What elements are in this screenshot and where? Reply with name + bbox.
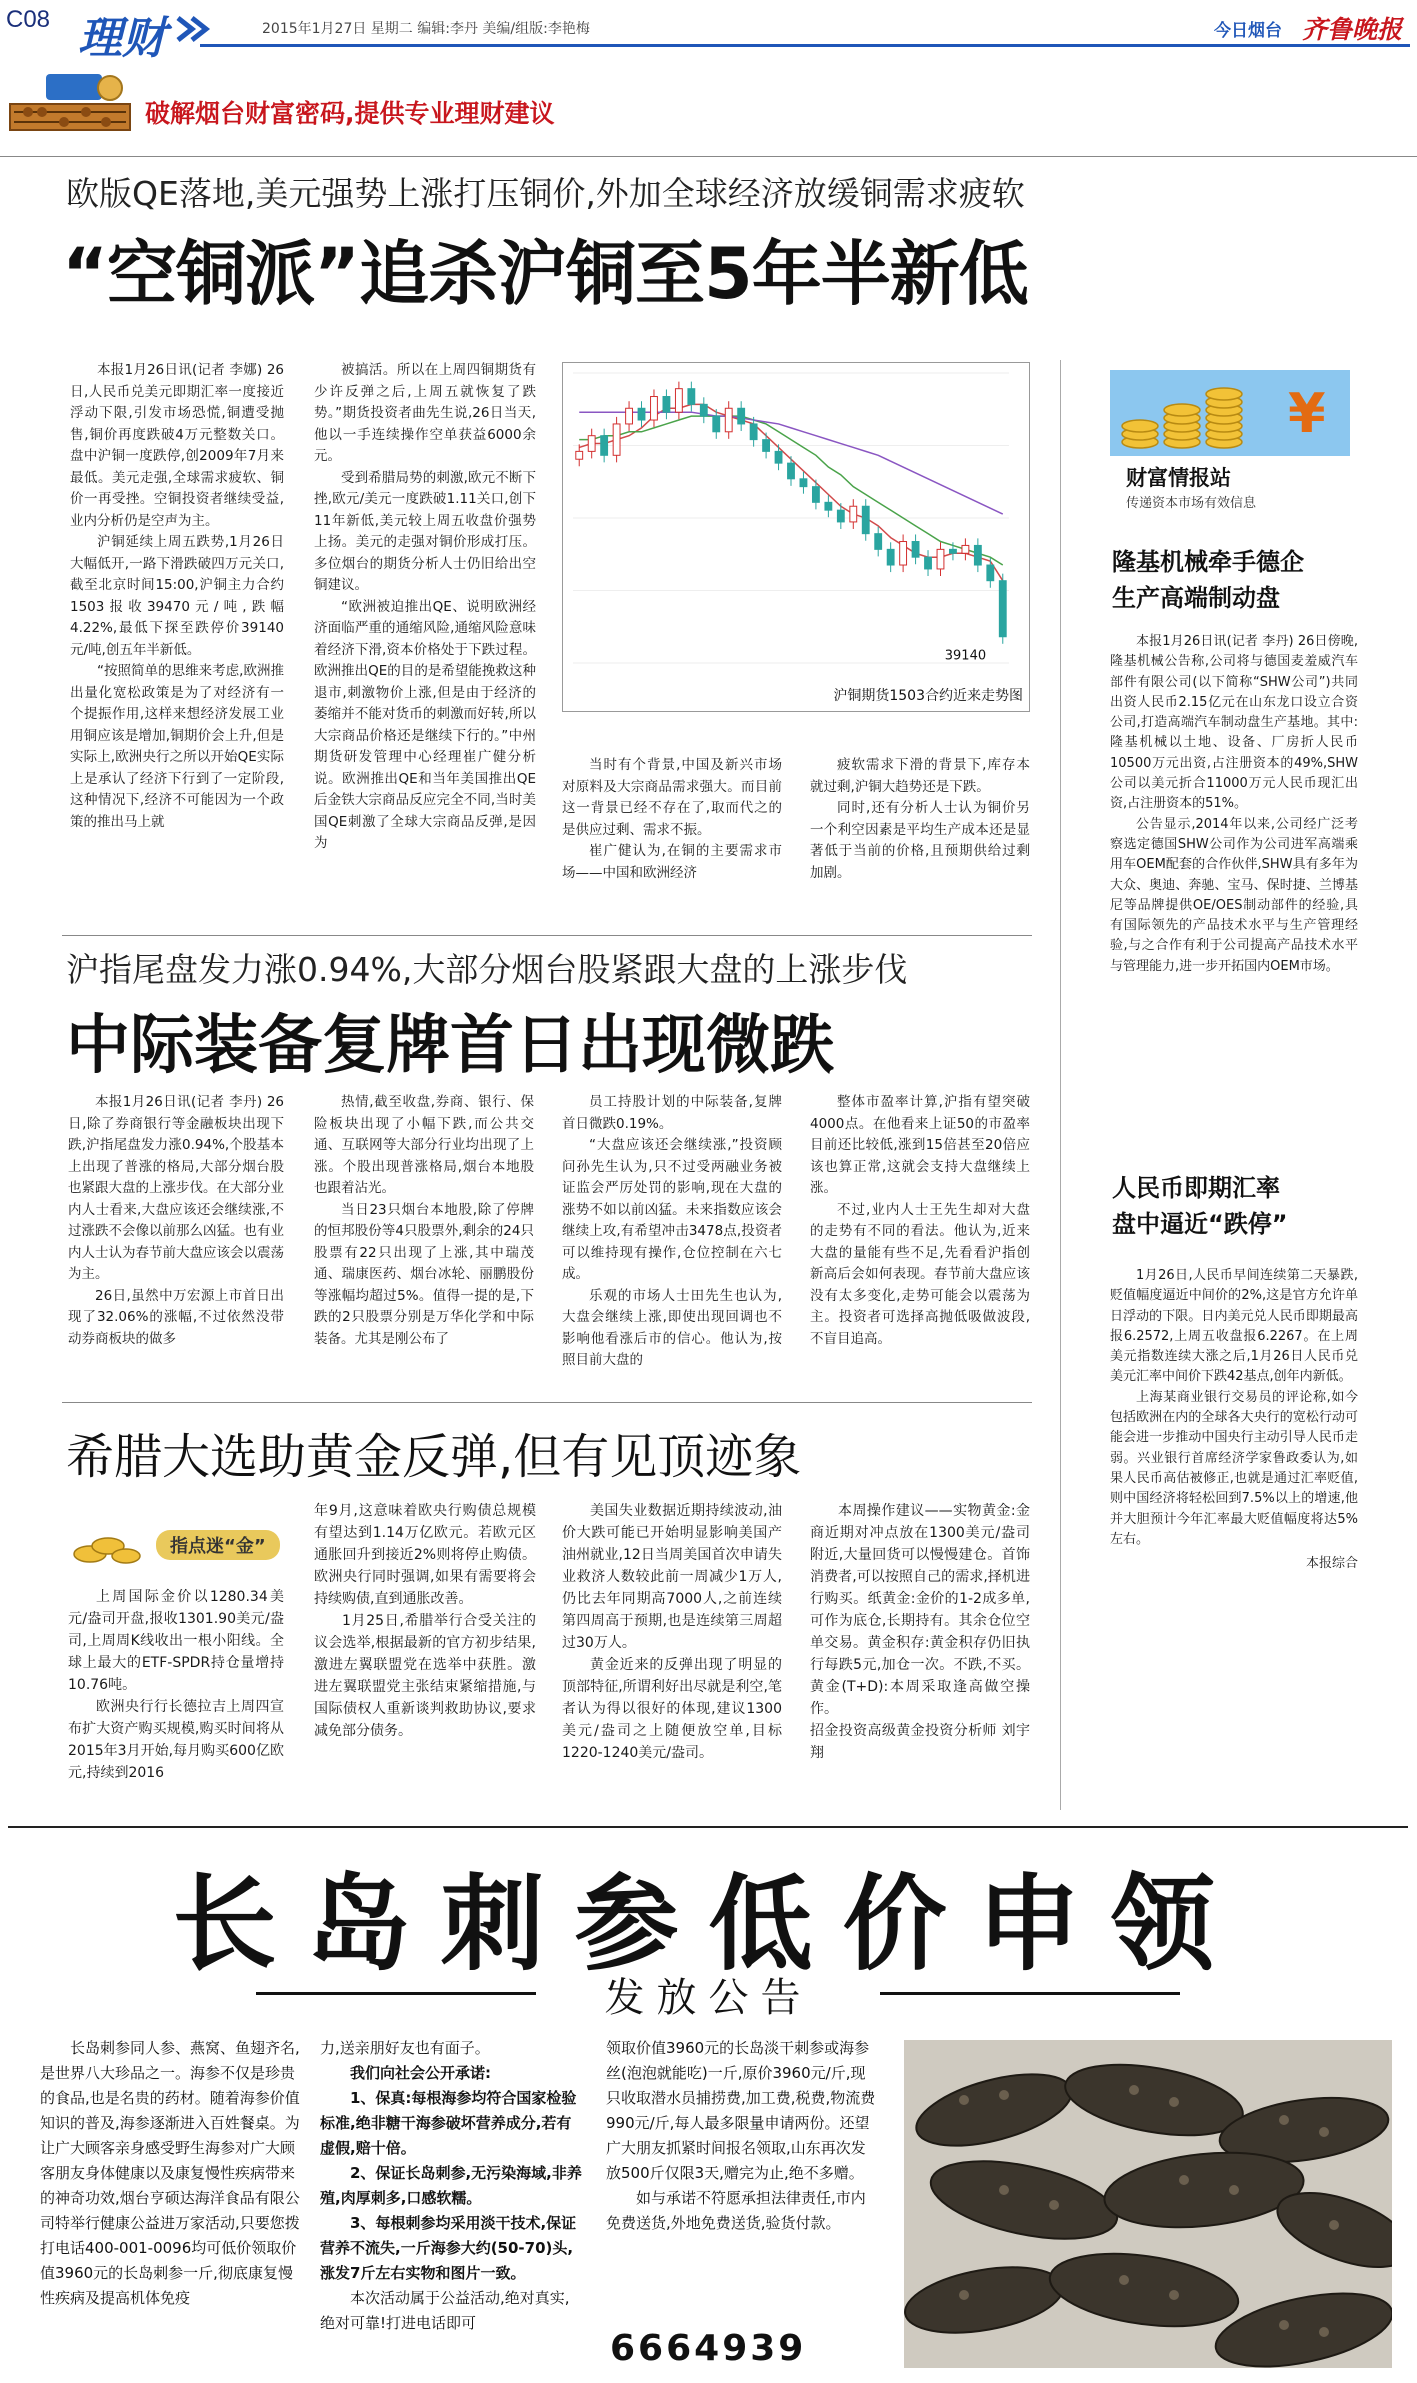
ad-column-1: 长岛刺参同人参、燕窝、鱼翅齐名,是世界八大珍品之一。海参不仅是珍贵的食品,也是名贵的药材。随着海参价值知识的普及,海参逐渐进入百姓餐桌。为让广大顾客亲身感受野生海参对广大顾客朋友身体健康以及康复慢性疾病带来的神奇功效,烟台亨硕达海洋食品有限公司特举行健康公益进万家活动,只要您拨打电话400-001-0096均可低价领取价值3960元的长岛刺参一斤,彻底康复慢性疾病及提高机体免疫 xyxy=(40,2039,300,2307)
coins-illustration xyxy=(1110,370,1350,456)
sea-cucumber-image xyxy=(904,2040,1392,2368)
candle-body xyxy=(950,549,957,553)
story1-subtitle: 欧版QE落地,美元强势上涨打压铜价,外加全球经济放缓铜需求疲软 xyxy=(66,174,1025,213)
story2-column-2: 热情,截至收盘,券商、银行、保险板块出现了小幅下跌,而公共交通、互联网等大部分行业均出现了上涨。个股出现普涨格局,烟台本地股也跟着沾光。 当日23只烟台本地股,除了停牌的恒邦股份等4只股票外,剩余的24只股票有22只出现了上涨,其中瑞茂通、瑞康医药、烟台冰轮、丽鹏股份等涨幅均超过5%。值得一提的是,下跌的2只股票分别是万华化学和中际装备。尤其是刚公布了 xyxy=(314,1094,534,1347)
candle-body xyxy=(576,451,583,459)
candle-body xyxy=(887,549,894,565)
side-article1-body: 本报1月26日讯(记者 李丹) 26日傍晚,隆基机械公告称,公司将与德国麦羞威汽车部件有限公司(以下简称“SHW公司”)共同出资人民币2.15亿元在山东龙口设立合资公司,打造高端汽车制动盘生产基地。其中:隆基机械以土地、设备、厂房折人民币10500万元出资,占注册资本的49%,SHW公司以美元折合11000万元人民币现汇出资,占注册资本的51%。 公告显示,2014年以来,公司经广泛考察选定德国SHW公司作为公司进军高端乘用车OEM配套的合作伙伴,SHW具有多年为大众、奥迪、奔驰、宝马、保时捷、兰博基尼等品牌提供OE/OES制动部件的经验,具有国际领先的产品技术水平与生产管理经验,与之合作有利于公司提高产品技术水平与管理能力,进一步开拓国内OEM市场。 xyxy=(1110,634,1358,974)
story2-column-1: 本报1月26日讯(记者 李丹) 26日,除了券商银行等金融板块出现下跌,沪指尾盘发力涨0.94%,个股基本上出现了普涨的格局,大部分烟台股也紧跟大盘的上涨步伐。在大部分业内人士看来,大盘应该还会继续涨,不过涨跌不会像以前那么凶猛。也有业内人士认为春节前大盘应该会以震荡为主。 26日,虽然中万宏源上市首日出现了32.06%的涨幅,不过依然没带动券商板块的做多 xyxy=(68,1094,284,1347)
ad-title: 长岛刺参低价申领 xyxy=(172,1863,1245,1985)
story1-column-1: 本报1月26日讯(记者 李娜) 26日,人民币兑美元即期汇率一度接近浮动下限,引发市场恐慌,铜遭受抛售,铜价再度跌破4万元整数关口。盘中沪铜一度跌停,创2009年7月来最低。美元走强,全球需求疲软、铜价一再受挫。空铜投资者继续受益,业内分析仍是空声为主。 沪铜延续上周五跌势,1月26日大幅低开,一路下滑跌破四万元关口,截至北京时间15:00,沪铜主力合约1503报收39470元/吨,跌幅4.22%,最低下探至跌停价39140元/吨,创五年半新低。 “按照简单的思维来考虑,欧洲推出量化宽松政策是为了对经济有一个提振作用,这样来想经济发展工业用铜应该是增加,铜期价会上升,但是实际上,欧洲央行之所以开始QE实际上是承认了经济下行到了一定阶段,这种情况下,经济不可能因为一个政策的推出马上就 xyxy=(70,362,284,830)
candle-body xyxy=(999,581,1006,637)
side-article2-body: 1月26日,人民币早间连续第二天暴跌,贬值幅度逼近中间价的2%,这是官方允许单日浮动的下限。日内美元兑人民币即期最高报6.2572,上周五收盘报6.2267。在上周美元指数连续大涨之后,1月26日人民币兑美元汇率中间价下跌42基点,创年内新低。 上海某商业银行交易员的评论称,如今包括欧洲在内的全球各大央行的宽松行动可能会进一步推动中国央行主动引导人民币走弱。兴业银行首席经济学家鲁政委认为,如果人民币高估被修正,也就是通过汇率贬值,则中国经济将轻松回到7.5%以上的增速,他并大胆预计今年汇率最大贬值幅度将达5%左右。 本报综合 xyxy=(1110,1266,1358,1574)
story1-column-2: 被搞活。所以在上周四铜期货有少许反弹之后,上周五就恢复了跌势。”期货投资者曲先生说,26日当天,他以一手连续操作空单获益6000余元。 受到希腊局势的刺激,欧元不断下挫,欧元/美元一度跌破1.11关口,创下11年新低,美元较上周五收盘价强势上扬。美元的走强对铜价形成打压。多位烟台的期货分析人士仍旧给出空铜建议。 “欧洲被迫推出QE、说明欧洲经济面临严重的通缩风险,通缩风险意味着经济下滑,资本价格处于下跌过程。欧洲推出QE的目的是希望能挽救这种退市,刺激物价上涨,但是由于经济的萎缩并不能对货币的刺激而好转,所以大宗商品价格还是继续下行的。”中州期货研发管理中心经理崔广健分析说。欧洲推出QE和当年美国推出QE后金铁大宗商品反应完全不同,当时美国QE刺激了全球大宗商品反弹,是因为 xyxy=(314,362,536,851)
byline: 本报综合 xyxy=(1305,1556,1358,1572)
candle-body xyxy=(700,404,707,416)
candle-body xyxy=(750,424,757,440)
ad-column-3: 领取价值3960元的长岛淡干刺参或海参丝(泡泡就能吃)一斤,原价3960元/斤,现只收取潜水员捕捞费,加工费,税费,物流费990元/斤,每人最多限量申请两份。还望广大朋友抓紧时间报名领取,山东再次发放500斤仅限3天,赠完为止,绝不多赠。 如与承诺不符愿承担法律责任,市内免费送货,外地免费送货,验货付款。 xyxy=(606,2039,876,2232)
column-divider xyxy=(1060,360,1061,1810)
chart-caption: 沪铜期货1503合约近来走势图 xyxy=(833,688,1023,704)
candle-body xyxy=(738,408,745,424)
wealth-box-title: 财富情报站 xyxy=(1126,466,1231,490)
page-meta: 2015年1月27日 星期二 编辑:李丹 美编/组版:李艳梅 xyxy=(262,21,590,37)
page-number: C08 xyxy=(6,6,51,33)
brand-logo: 齐鲁晚报 xyxy=(1302,15,1403,44)
candle-body xyxy=(651,397,658,421)
divider xyxy=(62,1402,1032,1403)
low-price-label: 39140 xyxy=(944,648,987,664)
candle-body xyxy=(837,510,844,522)
section-name: 理财 xyxy=(78,13,166,64)
side-article2-title: 人民币即期汇率 盘中逼近“跌停” xyxy=(1112,1174,1288,1238)
ad-subtitle-rule-right xyxy=(880,1992,1180,1995)
candle-body xyxy=(601,436,608,456)
candle-body xyxy=(663,397,670,413)
ad-subtitle: 发放公告 xyxy=(604,1975,813,2021)
copper-chart-frame xyxy=(562,362,1030,712)
gold-tag xyxy=(66,1516,294,1572)
candle-body xyxy=(862,506,869,533)
story1-headline: “空铜派”追杀沪铜至5年半新低 xyxy=(62,233,1028,315)
candle-body xyxy=(713,416,720,432)
story1-column-3: 当时有个背景,中国及新兴市场对原料及大宗商品需求强大。而目前这一背景已经不存在了,取而代之的是供应过剩、需求不振。 崔广健认为,在铜的主要需求市场——中国和欧洲经济 xyxy=(562,757,782,881)
candle-body xyxy=(875,534,882,550)
candle-body xyxy=(825,502,832,510)
ma-line-ma10 xyxy=(579,416,1003,565)
candle-body xyxy=(850,506,857,522)
candle-body xyxy=(775,451,782,463)
gold-tag-label: 指点迷“金” xyxy=(156,1530,280,1560)
candle-body xyxy=(638,408,645,420)
svg-text:¥: ¥ xyxy=(1288,382,1326,445)
candle-body xyxy=(900,542,907,566)
story2-subtitle: 沪指尾盘发力涨0.94%,大部分烟台股紧跟大盘的上涨步伐 xyxy=(66,950,908,989)
arrow-icon xyxy=(176,14,214,44)
section-slogan: 破解烟台财富密码,提供专业理财建议 xyxy=(145,99,555,128)
divider xyxy=(0,156,1417,157)
story1-column-4: 疲软需求下滑的背景下,库存本就过剩,沪铜大趋势还是下跌。 同时,还有分析人士认为铜价另一个利空因素是平均生产成本还是显著低于当前的价格,且预期供给过剩加剧。 xyxy=(810,757,1030,881)
candle-body xyxy=(588,436,595,452)
story2-column-3: 员工持股计划的中际装备,复牌首日微跌0.19%。 “大盘应该还会继续涨,”投资顾问孙先生认为,只不过受两融业务被证监会严厉处罚的影响,现在大盘的涨势不如以前凶猛。未来指数应该会继续上攻,有希望冲击3478点,投资者可以维持现有操作,仓位控制在六七成。 乐观的市场人士田先生也认为,大盘会继续上涨,即使出现回调也不影响他看涨后市的信心。他认为,按照目前大盘的 xyxy=(562,1094,782,1368)
wealth-box-image xyxy=(1110,370,1350,456)
section-logo xyxy=(78,2,198,64)
story3-column-2: 年9月,这意味着欧央行购债总规模有望达到1.14万亿欧元。若欧元区通胀回升到接近2%则将停止购债。欧洲央行同时强调,如果有需要将会持续购债,直到通胀改善。 1月25日,希腊举行合受关注的议会选举,根据最新的官方初步结果,激进左翼联盟党在选举中获胜。激进左翼联盟党主张结束紧缩措施,与国际债权人重新谈判救助协议,要求减免部分债务。 xyxy=(314,1503,536,1739)
story2-headline: 中际装备复牌首日出现微跌 xyxy=(66,1009,834,1083)
story3-column-1: 上周国际金价以1280.34美元/盎司开盘,报收1301.90美元/盎司,上周周K线收出一根小阳线。全球上最大的ETF-SPDR持仓量增持10.76吨。 欧洲央行行长德拉吉上周四宣布扩大资产购买规模,购买时间将从2015年3月开始,每月购买600亿欧元,持续到2016 xyxy=(68,1589,284,1781)
candle-body xyxy=(987,565,994,581)
candle-body xyxy=(812,487,819,503)
side-article1-title: 隆基机械牵手德企 生产高端制动盘 xyxy=(1112,548,1304,612)
candle-body xyxy=(763,440,770,452)
story2-column-4: 整体市盈率计算,沪指有望突破4000点。在他看来上证50的市盈率目前还比较低,涨到15倍甚至20倍应该也算正常,这就会支持大盘继续上涨。 不过,业内人士王先生却对大盘的走势有不同的看法。他认为,近来大盘的量能有些不足,先看看沪指创新高后会如何表现。春节前大盘应该没有太多变化,走势可能会以震荡为主。投资者可选择高抛低吸做波段,不盲目追高。 xyxy=(810,1094,1030,1347)
candle-body xyxy=(788,463,795,479)
header-line xyxy=(200,44,1410,47)
candle-body xyxy=(725,408,732,432)
story3-headline: 希腊大选助黄金反弹,但有见顶迹象 xyxy=(66,1429,802,1485)
today-label: 今日烟台 xyxy=(1214,21,1282,41)
candle-body xyxy=(626,408,633,424)
candle-body xyxy=(675,389,682,413)
abacus-illustration xyxy=(6,66,136,146)
candle-body xyxy=(613,424,620,455)
candle-body xyxy=(688,389,695,405)
ad-phone: 6664939 xyxy=(610,2328,807,2369)
story3-column-3: 美国失业数据近期持续波动,油价大跌可能已开始明显影响美国产油州就业,12日当周美国首次申请失业救济人数较此前一周减少1万人,仍比去年同期高7000人,之前连续第四周高于预期,也是连续第三周超过30万人。 黄金近来的反弹出现了明显的顶部特征,所谓利好出尽就是利空,笔者认为得以很好的体现,建议1300美元/盎司之上随便放空单,目标1220-1240美元/盎司。 xyxy=(562,1503,782,1761)
sea-cucumber-photo xyxy=(904,2040,1392,2368)
copper-futures-chart xyxy=(563,363,1029,713)
story3-column-4: 本周操作建议——实物黄金:金商近期对冲点放在1300美元/盎司附近,大量回货可以慢慢建仓。首饰消费者,可以按照自己的需求,择机进行购买。纸黄金:金价的1-2成多单,可作为底仓,长期持有。其余仓位空单交易。黄金积存:黄金积存仍旧执行每跌5元,加仓一次。不跌,不买。黄金(T+D):本周采取逢高做空操作。 招金投资高级黄金投资分析师 刘宇翔 xyxy=(810,1503,1030,1761)
divider xyxy=(62,935,1032,936)
candle-body xyxy=(800,479,807,487)
candle-body xyxy=(962,545,969,553)
ad-column-2: 力,送亲朋好友也有面子。 我们向社会公开承诺: 1、保真:每根海参均符合国家检验标准,绝非糖干海参破坏营养成分,若有虚假,赔十倍。 2、保证长岛刺参,无污染海域,非养殖,肉厚刺多,口感软糯。 3、每根刺参均采用淡干技术,保证营养不流失,一斤海参大约(50-70)头,涨发7斤左右实物和图片一致。 本次活动属于公益活动,绝对真实,绝对可靠!打进电话即可 xyxy=(320,2039,582,2332)
wealth-box-subtitle: 传递资本市场有效信息 xyxy=(1126,496,1257,511)
candle-body xyxy=(912,542,919,558)
candle-body xyxy=(925,557,932,569)
candle-body xyxy=(937,549,944,569)
ad-subtitle-rule-left xyxy=(256,1992,536,1995)
candle-body xyxy=(974,545,981,565)
